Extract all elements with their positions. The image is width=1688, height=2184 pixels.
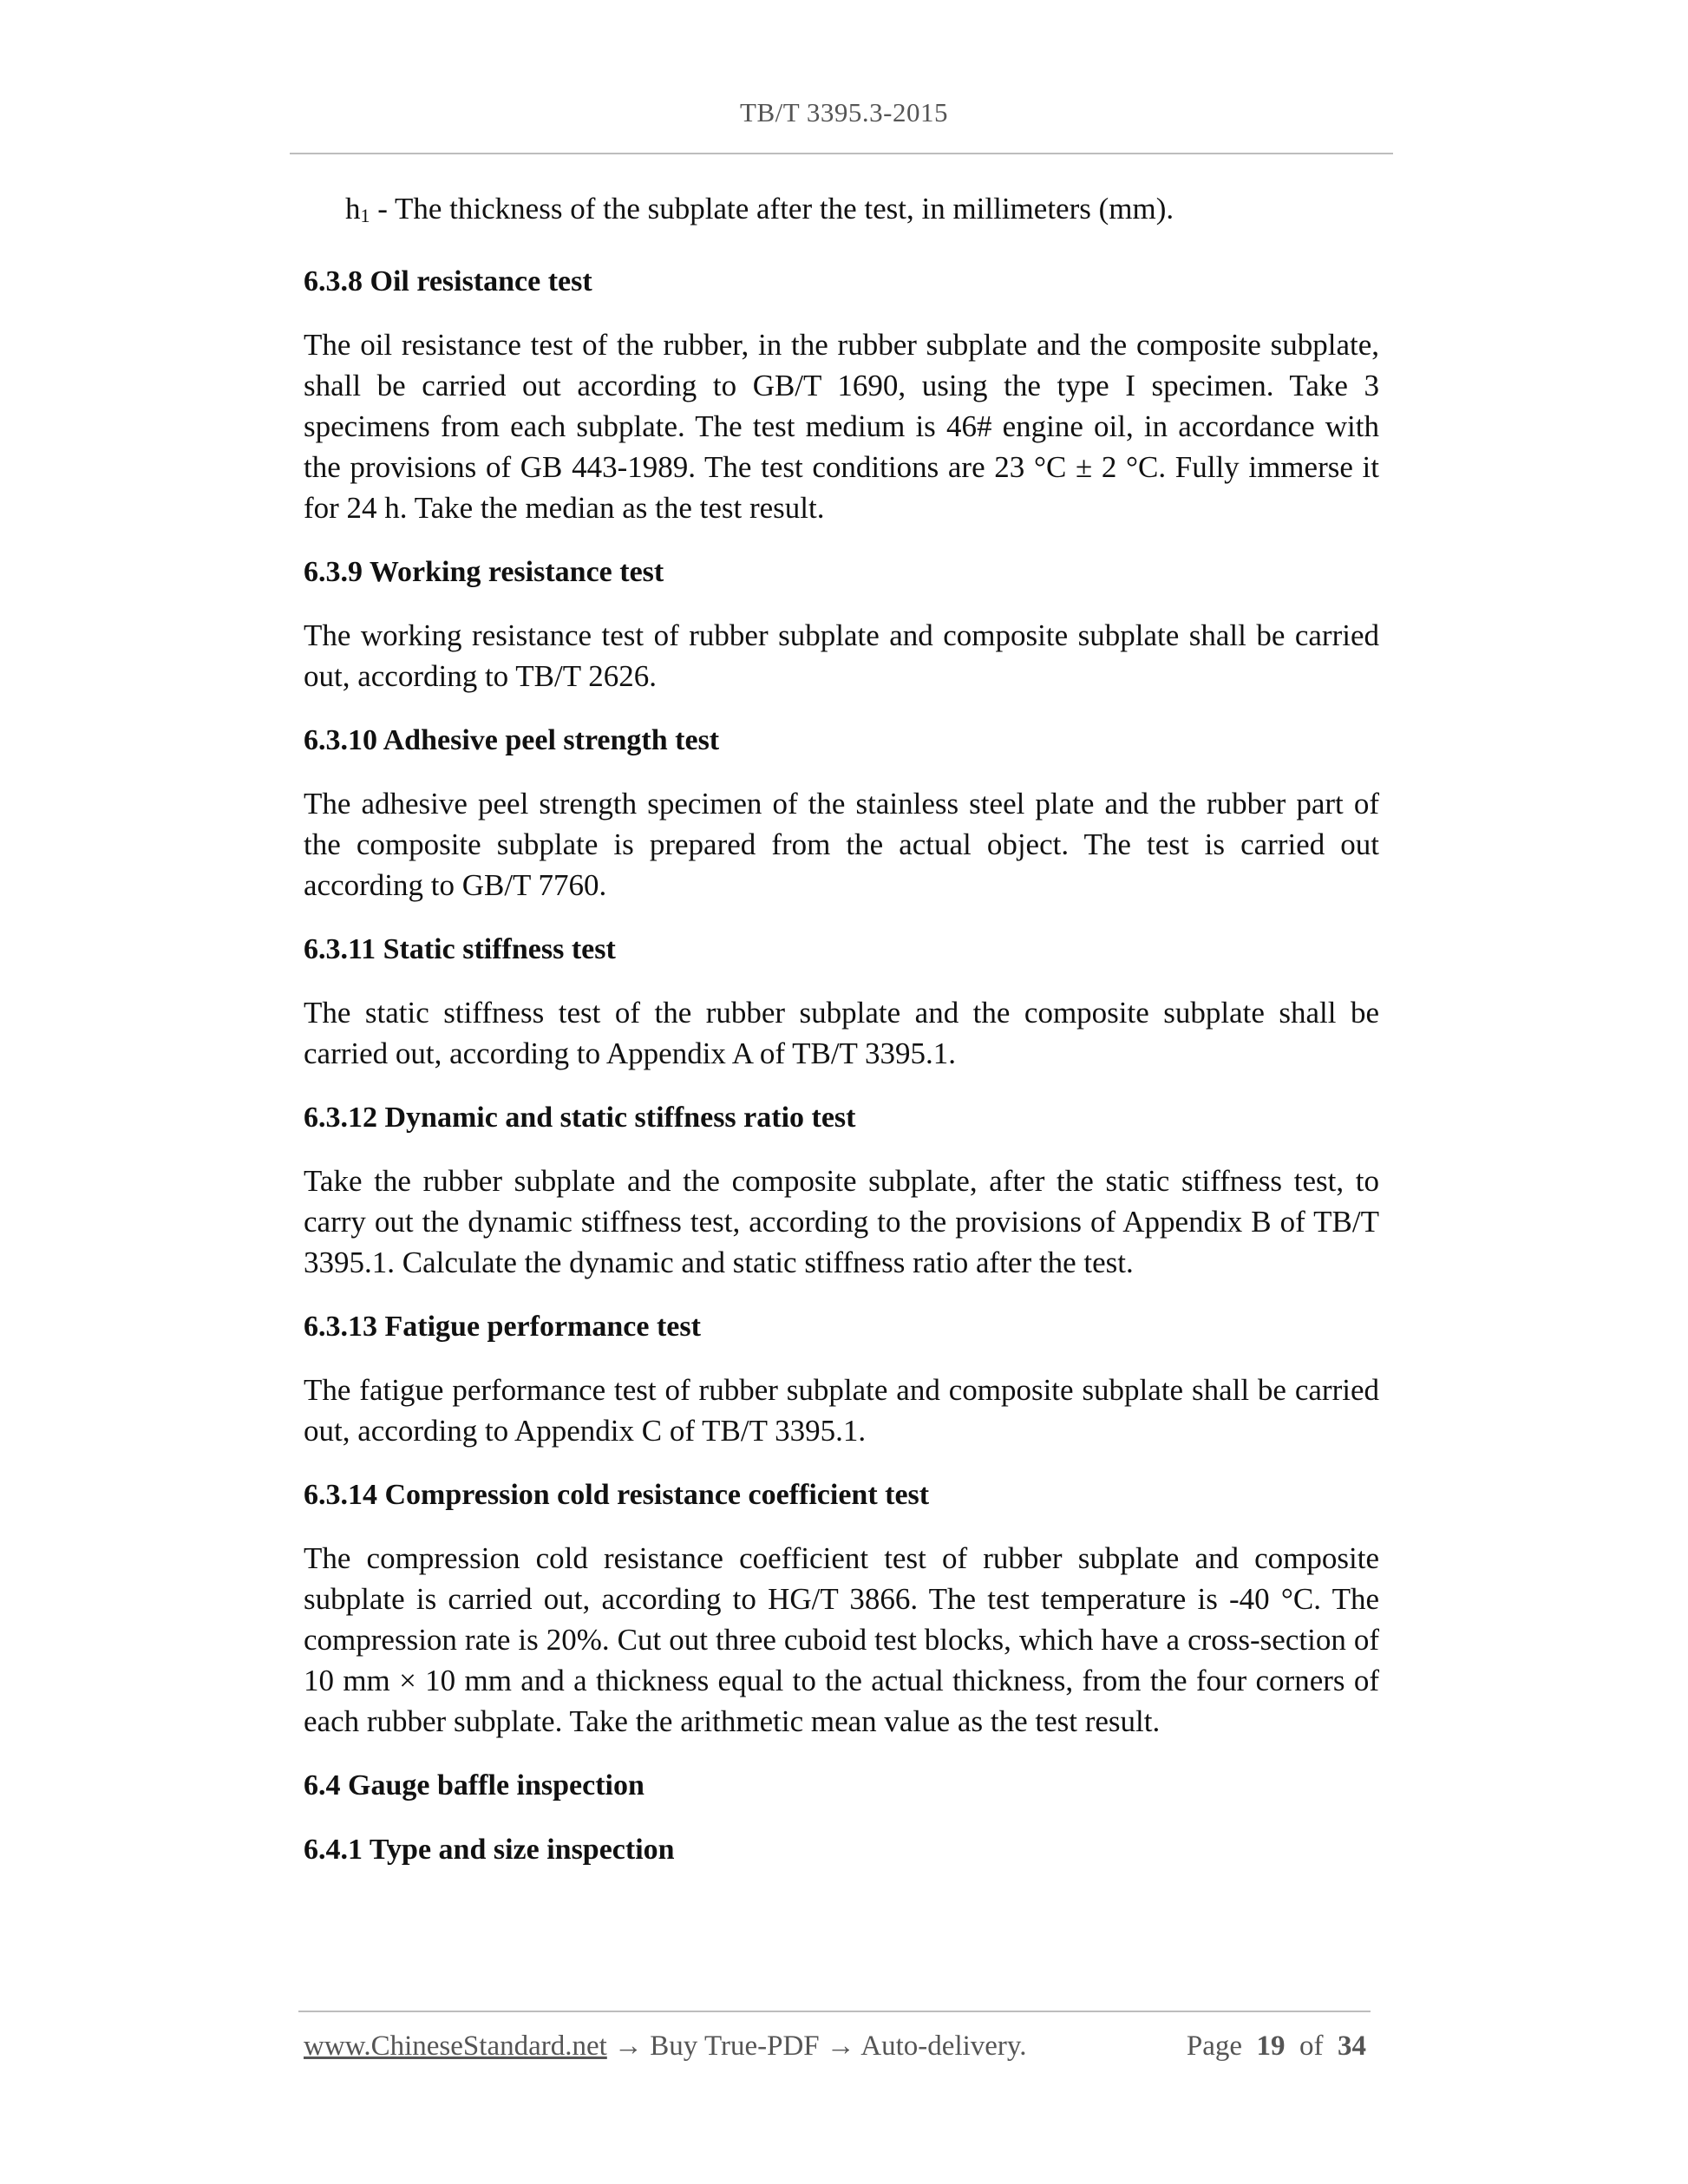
section-heading: 6.3.8 Oil resistance test (304, 265, 592, 298)
page-current: 19 (1256, 2030, 1286, 2062)
page-label: Page (1186, 2030, 1242, 2062)
section-paragraph: The compression cold resistance coefficient test of rubber subplate and composite subplate is carried out, according to HG/T 3866. The test temperature is -40 °C. The compression rate is 20%. Cut out three cuboid test blocks, which have a cross-section of 10 mm × 10 mm and a thickness equal to the actual thickness, from the four corners of each rubber subplate. Take the arithmetic mean value as the test result. (304, 1541, 1379, 1738)
section-heading: 6.3.11 Static stiffness test (304, 933, 616, 965)
section-heading: 6.3.13 Fatigue performance test (304, 1311, 701, 1343)
section-heading: 6.3.10 Adhesive peel strength test (304, 724, 720, 756)
page-of: of (1299, 2030, 1324, 2062)
page-total: 34 (1338, 2030, 1366, 2062)
section-heading: 6.3.12 Dynamic and static stiffness ratio test (304, 1102, 856, 1134)
formula-definition (345, 184, 1379, 241)
section-paragraph: The working resistance test of rubber subplate and composite subplate shall be carried out, according to TB/T 2626. (304, 618, 1379, 693)
page-number (1187, 2030, 1366, 2063)
header-divider (290, 153, 1393, 154)
page-footer (304, 2030, 1366, 2074)
formula-subscript: 1 (360, 205, 370, 226)
section-heading: 6.3.14 Compression cold resistance coefficient test (304, 1479, 930, 1511)
section-paragraph: The fatigue performance test of rubber subplate and composite subplate shall be carried out, according to Appendix C of TB/T 3395.1. (304, 1373, 1379, 1448)
arrow-right-icon: → (826, 2030, 855, 2062)
section-paragraph: The oil resistance test of the rubber, in the rubber subplate and the composite subplate, shall be carried out according to GB/T 1690, using the type I specimen. Take 3 specimens from each subplate. The test medium is 46# engine oil, in accordance with the provisions of GB 443-1989. The test conditions are 23 °C ± 2 °C. Fully immerse it for 24 h. Take the median as the test result. (304, 328, 1379, 525)
section-heading: 6.4 Gauge baffle inspection (304, 1769, 644, 1801)
arrow-right-icon: → (614, 2030, 644, 2062)
footer-buy-text: Buy True-PDF (643, 2030, 827, 2062)
formula-description: - The thickness of the subplate after the test, in millimeters (mm). (370, 192, 1174, 226)
footer-promo (304, 2030, 1027, 2063)
section-heading: 6.4.1 Type and size inspection (304, 1834, 675, 1866)
section-paragraph: Take the rubber subplate and the composite subplate, after the static stiffness test, to carry out the dynamic stiffness test, according to the provisions of Appendix B of TB/T 3395.1. Calculate the dynamic and static stiffness ratio after the test. (304, 1164, 1379, 1279)
page-body (304, 184, 1379, 1893)
section-heading: 6.3.9 Working resistance test (304, 556, 664, 588)
formula-symbol: h (345, 192, 361, 226)
footer-delivery-text: Auto-delivery. (854, 2030, 1027, 2062)
section-paragraph: The adhesive peel strength specimen of the stainless steel plate and the rubber part of the composite subplate is prepared from the actual object. The test is carried out according to GB/T 7760. (304, 787, 1379, 902)
running-header: TB/T 3395.3-2015 (740, 97, 948, 128)
footer-divider (298, 2011, 1371, 2012)
section-paragraph: The static stiffness test of the rubber subplate and the composite subplate shall be carried out, according to Appendix A of TB/T 3395.1. (304, 996, 1379, 1070)
site-link[interactable]: www.ChineseStandard.net (304, 2030, 607, 2062)
